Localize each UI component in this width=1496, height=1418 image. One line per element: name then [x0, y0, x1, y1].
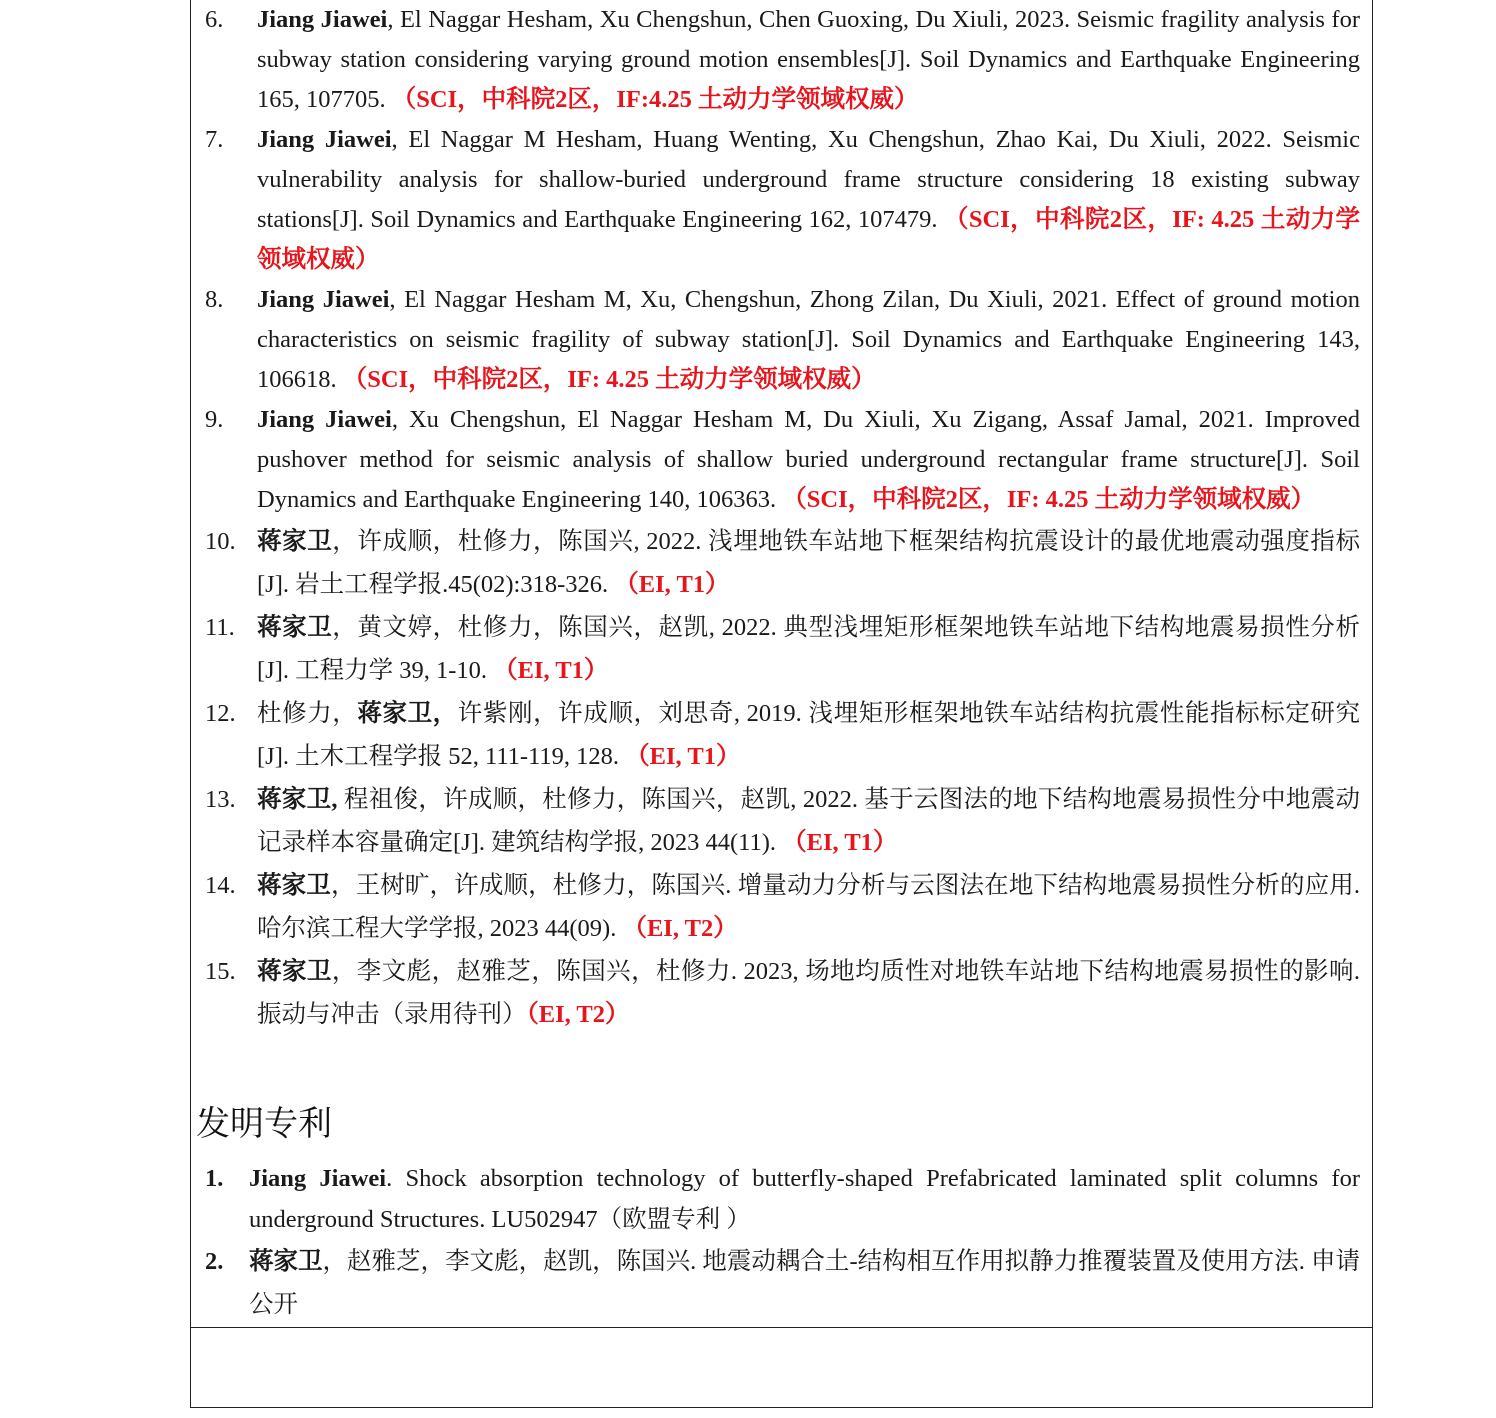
- citation-text: 程祖俊，许成顺，杜修力，陈国兴，赵凯, 2022. 基于云图法的地下结构地震易损性分中地震动记录样本容量确定[J]. 建筑结构学报, 2023 44(11).: [257, 786, 1360, 856]
- author-name: Jiang Jiawei: [257, 286, 390, 313]
- citation-text: , El Naggar Hesham M, Xu, Chengshun, Zhong Zilan, Du Xiuli, 2021. Effect of ground motion characteristics on seismic fragility of subway station[J]. Soil Dynamics and Earthquake Engineering 143, 106618.: [257, 286, 1360, 393]
- author-name: Jiang Jiawei: [257, 406, 392, 433]
- item-number: 12.: [205, 700, 236, 727]
- item-number: 6.: [205, 6, 224, 33]
- index-tag: （EI, T1）: [782, 829, 898, 856]
- table-row-divider: [190, 1327, 1373, 1328]
- index-tag: （EI, T1）: [493, 657, 609, 684]
- citation-text: , Xu Chengshun, El Naggar Hesham M, Du Xiuli, Xu Zigang, Assaf Jamal, 2021. Improved pushover method for seismic analysis of shallow buried underground rectangular frame structure[J]. Soil Dynamics and Earthquake Engineering 140, 106363.: [257, 406, 1360, 513]
- item-number: 13.: [205, 786, 236, 813]
- author-name: 蒋家卫: [249, 1248, 323, 1275]
- item-number: 14.: [205, 872, 236, 899]
- publication-item: [200, 778, 1360, 864]
- patent-text: . Shock absorption technology of butterfly-shaped Prefabricated laminated split columns for underground Structures. LU502947（欧盟专利 ）: [249, 1165, 1360, 1233]
- citation-text: ，王树旷，许成顺，杜修力，陈国兴. 增量动力分析与云图法在地下结构地震易损性分析的应用.哈尔滨工程大学学报, 2023 44(09).: [257, 872, 1361, 942]
- index-tag: （EI, T2）: [526, 1001, 630, 1028]
- index-tag: （SCI，中科院2区，IF: 4.25 土动力学领域权威）: [782, 486, 1316, 513]
- index-tag: （EI, T2）: [622, 915, 738, 942]
- citation-text: , El Naggar Hesham, Xu Chengshun, Chen Guoxing, Du Xiuli, 2023. Seismic fragility analysis for subway station considering varying ground motion ensembles[J]. Soil Dynamics and Earthquake Engineering 165, 107705.: [257, 6, 1360, 113]
- item-number: 15.: [205, 958, 236, 985]
- coauthor-prefix: 杜修力，: [257, 700, 358, 727]
- item-number: 8.: [205, 286, 224, 313]
- publication-item: [200, 280, 1360, 400]
- publication-item: [200, 950, 1360, 1036]
- item-number: 1.: [205, 1165, 224, 1192]
- citation-text: , El Naggar M Hesham, Huang Wenting, Xu Chengshun, Zhao Kai, Du Xiuli, 2022. Seismic vulnerability analysis for shallow-buried underground frame structure considering 18 existing subway stations[J]. Soil Dynamics and Earthquake Engineering 162, 107479.: [257, 126, 1360, 233]
- item-number: 9.: [205, 406, 224, 433]
- patent-item: [200, 1240, 1360, 1326]
- citation-text: 许紫刚，许成顺，刘思奇, 2019. 浅埋矩形框架地铁车站结构抗震性能指标标定研究[J]. 土木工程学报 52, 111-119, 128.: [257, 700, 1361, 770]
- patent-list: [200, 1158, 1360, 1326]
- index-tag: （EI, T1）: [625, 743, 741, 770]
- author-name: 蒋家卫: [257, 614, 333, 641]
- publication-list: [200, 0, 1360, 1036]
- patent-item: [200, 1158, 1360, 1240]
- author-name: 蒋家卫: [257, 528, 333, 555]
- publication-item: [200, 120, 1360, 280]
- author-name: 蒋家卫，: [357, 700, 458, 727]
- citation-text: ，黄文婷，杜修力，陈国兴，赵凯, 2022. 典型浅埋矩形框架地铁车站地下结构地震易损性分析[J]. 工程力学 39, 1-10.: [257, 614, 1361, 684]
- citation-text: ，许成顺，杜修力，陈国兴, 2022. 浅埋地铁车站地下框架结构抗震设计的最优地震动强度指标[J]. 岩土工程学报.45(02):318-326.: [257, 528, 1361, 598]
- item-number: 11.: [205, 614, 235, 641]
- section-title-patents: 发明专利: [196, 1104, 332, 1144]
- index-tag: （EI, T1）: [614, 571, 730, 598]
- author-name: Jiang Jiawei: [257, 6, 388, 33]
- publication-item: [200, 692, 1360, 778]
- patent-text: ，赵雅芝，李文彪，赵凯，陈国兴. 地震动耦合土-结构相互作用拟静力推覆装置及使用方法. 申请公开: [249, 1248, 1361, 1318]
- publication-item: [200, 864, 1360, 950]
- publication-item: [200, 520, 1360, 606]
- index-tag: （SCI，中科院2区，IF: 4.25 土动力学领域权威）: [342, 366, 876, 393]
- item-number: 2.: [205, 1248, 224, 1275]
- author-name: 蒋家卫,: [257, 786, 338, 813]
- index-tag: （SCI，中科院2区，IF: 4.25 土动力学领域权威）: [257, 206, 1360, 273]
- item-number: 10.: [205, 528, 236, 555]
- publication-item: [200, 400, 1360, 520]
- publication-item: [200, 606, 1360, 692]
- publication-item: [200, 0, 1360, 120]
- citation-text: ，李文彪，赵雅芝，陈国兴，杜修力. 2023, 场地均质性对地铁车站地下结构地震易损性的影响. 振动与冲击（录用待刊）: [257, 958, 1361, 1028]
- index-tag: （SCI，中科院2区，IF:4.25 土动力学领域权威）: [391, 86, 919, 113]
- author-name: 蒋家卫: [257, 958, 332, 985]
- author-name: Jiang Jiawei: [257, 126, 392, 153]
- item-number: 7.: [205, 126, 224, 153]
- author-name: 蒋家卫: [257, 872, 331, 899]
- author-name: Jiang Jiawei: [249, 1165, 387, 1192]
